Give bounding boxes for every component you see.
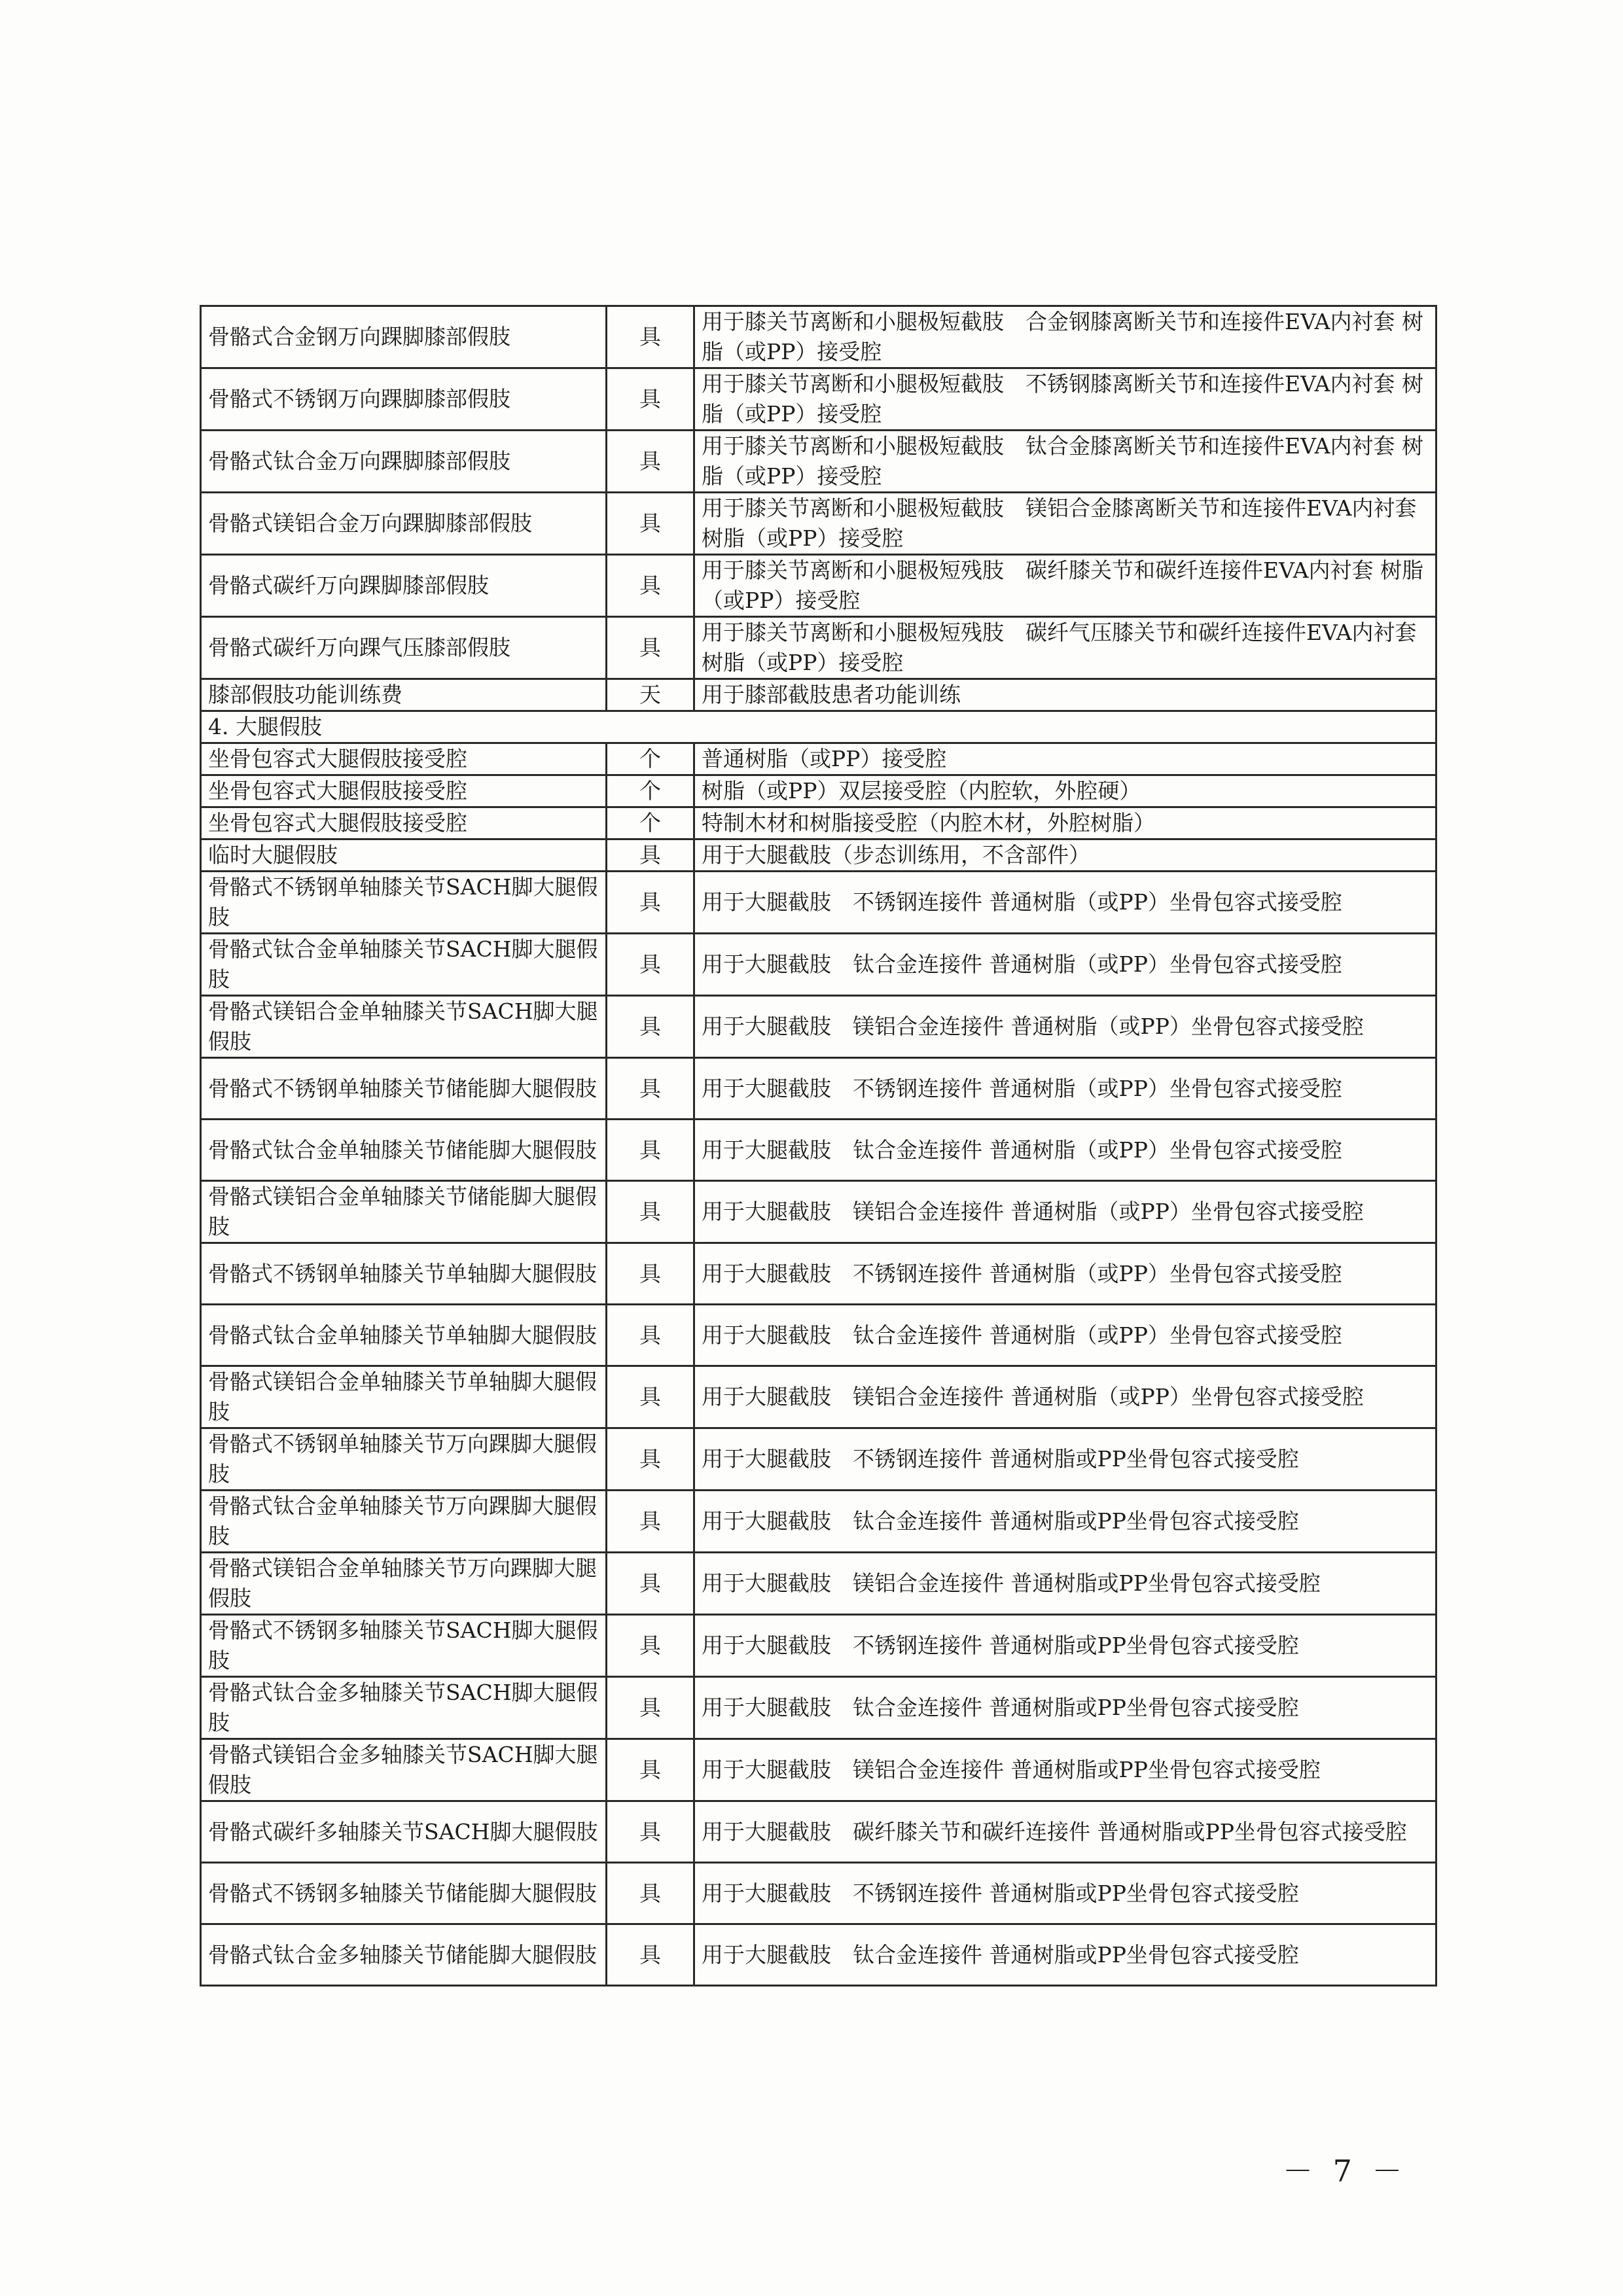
item-name-cell: 骨骼式镁铝合金单轴膝关节SACH脚大腿假肢 (201, 996, 607, 1058)
item-name-cell: 骨骼式不锈钢多轴膝关节SACH脚大腿假肢 (201, 1615, 607, 1677)
table-row (201, 807, 1436, 839)
unit-cell: 具 (607, 1120, 694, 1181)
item-name-cell: 骨骼式碳纤万向踝脚膝部假肢 (201, 555, 607, 617)
description-cell: 用于大腿截肢 镁铝合金连接件 普通树脂（或PP）坐骨包容式接受腔 (694, 1366, 1436, 1428)
item-name-cell: 骨骼式不锈钢单轴膝关节SACH脚大腿假肢 (201, 872, 607, 934)
table-row (201, 306, 1436, 368)
table-row (201, 368, 1436, 431)
table-row (201, 1739, 1436, 1801)
unit-cell: 具 (607, 431, 694, 493)
description-cell: 特制木材和树脂接受腔（内腔木材，外腔树脂） (694, 807, 1436, 839)
description-cell: 树脂（或PP）双层接受腔（内腔软，外腔硬） (694, 775, 1436, 807)
description-cell: 用于大腿截肢 不锈钢连接件 普通树脂或PP坐骨包容式接受腔 (694, 1615, 1436, 1677)
table-row (201, 679, 1436, 711)
item-name-cell: 膝部假肢功能训练费 (201, 679, 607, 711)
table-row (201, 872, 1436, 934)
table-row (201, 1428, 1436, 1491)
item-name-cell: 骨骼式钛合金单轴膝关节万向踝脚大腿假肢 (201, 1491, 607, 1553)
unit-cell: 具 (607, 1366, 694, 1428)
table-row (201, 1181, 1436, 1243)
table-row (201, 934, 1436, 996)
unit-cell: 天 (607, 679, 694, 711)
prosthesis-price-table (200, 305, 1437, 1987)
item-name-cell: 骨骼式镁铝合金单轴膝关节单轴脚大腿假肢 (201, 1366, 607, 1428)
item-name-cell: 骨骼式不锈钢万向踝脚膝部假肢 (201, 368, 607, 431)
unit-cell: 具 (607, 1491, 694, 1553)
table-row (201, 1120, 1436, 1181)
description-cell: 用于大腿截肢 镁铝合金连接件 普通树脂或PP坐骨包容式接受腔 (694, 1739, 1436, 1801)
item-name-cell: 骨骼式钛合金单轴膝关节单轴脚大腿假肢 (201, 1305, 607, 1366)
unit-cell: 具 (607, 1801, 694, 1863)
table-row (201, 1491, 1436, 1553)
item-name-cell: 骨骼式不锈钢多轴膝关节储能脚大腿假肢 (201, 1863, 607, 1924)
table-row (201, 1677, 1436, 1739)
unit-cell: 具 (607, 1615, 694, 1677)
section-header-row (201, 711, 1436, 743)
item-name-cell: 骨骼式钛合金万向踝脚膝部假肢 (201, 431, 607, 493)
table-row (201, 839, 1436, 872)
item-name-cell: 骨骼式钛合金多轴膝关节储能脚大腿假肢 (201, 1924, 607, 1986)
description-cell: 用于膝部截肢患者功能训练 (694, 679, 1436, 711)
unit-cell: 具 (607, 1428, 694, 1491)
table-row (201, 775, 1436, 807)
description-cell: 用于大腿截肢 不锈钢连接件 普通树脂（或PP）坐骨包容式接受腔 (694, 1058, 1436, 1120)
description-cell: 用于膝关节离断和小腿极短截肢 不锈钢膝离断关节和连接件EVA内衬套 树脂（或PP）接受腔 (694, 368, 1436, 431)
unit-cell: 具 (607, 1553, 694, 1615)
item-name-cell: 骨骼式镁铝合金万向踝脚膝部假肢 (201, 493, 607, 555)
table-row (201, 1366, 1436, 1428)
table-row (201, 1553, 1436, 1615)
item-name-cell: 骨骼式不锈钢单轴膝关节储能脚大腿假肢 (201, 1058, 607, 1120)
description-cell: 用于大腿截肢 镁铝合金连接件 普通树脂或PP坐骨包容式接受腔 (694, 1553, 1436, 1615)
item-name-cell: 骨骼式钛合金单轴膝关节储能脚大腿假肢 (201, 1120, 607, 1181)
table-row (201, 617, 1436, 679)
description-cell: 用于大腿截肢 碳纤膝关节和碳纤连接件 普通树脂或PP坐骨包容式接受腔 (694, 1801, 1436, 1863)
item-name-cell: 骨骼式合金钢万向踝脚膝部假肢 (201, 306, 607, 368)
unit-cell: 具 (607, 1677, 694, 1739)
item-name-cell: 坐骨包容式大腿假肢接受腔 (201, 775, 607, 807)
description-cell: 用于大腿截肢 钛合金连接件 普通树脂（或PP）坐骨包容式接受腔 (694, 1305, 1436, 1366)
item-name-cell: 骨骼式镁铝合金多轴膝关节SACH脚大腿假肢 (201, 1739, 607, 1801)
item-name-cell: 骨骼式镁铝合金单轴膝关节储能脚大腿假肢 (201, 1181, 607, 1243)
table-body (201, 306, 1436, 1986)
description-cell: 用于大腿截肢 钛合金连接件 普通树脂或PP坐骨包容式接受腔 (694, 1677, 1436, 1739)
table-row (201, 493, 1436, 555)
description-cell: 用于大腿截肢（步态训练用，不含部件） (694, 839, 1436, 872)
table-row (201, 1801, 1436, 1863)
item-name-cell: 坐骨包容式大腿假肢接受腔 (201, 743, 607, 775)
unit-cell: 具 (607, 306, 694, 368)
table-row (201, 743, 1436, 775)
unit-cell: 具 (607, 872, 694, 934)
description-cell: 用于大腿截肢 不锈钢连接件 普通树脂或PP坐骨包容式接受腔 (694, 1428, 1436, 1491)
table-row (201, 1058, 1436, 1120)
description-cell: 用于大腿截肢 不锈钢连接件 普通树脂或PP坐骨包容式接受腔 (694, 1863, 1436, 1924)
unit-cell: 具 (607, 1305, 694, 1366)
item-name-cell: 骨骼式镁铝合金单轴膝关节万向踝脚大腿假肢 (201, 1553, 607, 1615)
table-row (201, 1305, 1436, 1366)
description-cell: 用于大腿截肢 钛合金连接件 普通树脂或PP坐骨包容式接受腔 (694, 1491, 1436, 1553)
description-cell: 用于大腿截肢 不锈钢连接件 普通树脂（或PP）坐骨包容式接受腔 (694, 1243, 1436, 1305)
item-name-cell: 骨骼式钛合金多轴膝关节SACH脚大腿假肢 (201, 1677, 607, 1739)
unit-cell: 具 (607, 839, 694, 872)
unit-cell: 具 (607, 1243, 694, 1305)
description-cell: 用于大腿截肢 镁铝合金连接件 普通树脂（或PP）坐骨包容式接受腔 (694, 996, 1436, 1058)
unit-cell: 具 (607, 617, 694, 679)
item-name-cell: 骨骼式碳纤万向踝气压膝部假肢 (201, 617, 607, 679)
unit-cell: 个 (607, 807, 694, 839)
unit-cell: 具 (607, 1739, 694, 1801)
unit-cell: 具 (607, 1058, 694, 1120)
item-name-cell: 骨骼式不锈钢单轴膝关节万向踝脚大腿假肢 (201, 1428, 607, 1491)
table-row (201, 431, 1436, 493)
table-row (201, 1924, 1436, 1986)
table-row (201, 1863, 1436, 1924)
description-cell: 用于膝关节离断和小腿极短截肢 合金钢膝离断关节和连接件EVA内衬套 树脂（或PP）接受腔 (694, 306, 1436, 368)
description-cell: 用于大腿截肢 镁铝合金连接件 普通树脂（或PP）坐骨包容式接受腔 (694, 1181, 1436, 1243)
item-name-cell: 骨骼式不锈钢单轴膝关节单轴脚大腿假肢 (201, 1243, 607, 1305)
item-name-cell: 坐骨包容式大腿假肢接受腔 (201, 807, 607, 839)
table-row (201, 555, 1436, 617)
unit-cell: 具 (607, 555, 694, 617)
section-title: 4. 大腿假肢 (201, 711, 1436, 743)
unit-cell: 具 (607, 1863, 694, 1924)
unit-cell: 具 (607, 934, 694, 996)
unit-cell: 个 (607, 743, 694, 775)
description-cell: 用于大腿截肢 不锈钢连接件 普通树脂（或PP）坐骨包容式接受腔 (694, 872, 1436, 934)
item-name-cell: 骨骼式碳纤多轴膝关节SACH脚大腿假肢 (201, 1801, 607, 1863)
page-number: － 7 － (1283, 2153, 1408, 2189)
description-cell: 用于膝关节离断和小腿极短残肢 碳纤膝关节和碳纤连接件EVA内衬套 树脂（或PP）接受腔 (694, 555, 1436, 617)
description-cell: 用于大腿截肢 钛合金连接件 普通树脂（或PP）坐骨包容式接受腔 (694, 1120, 1436, 1181)
description-cell: 用于膝关节离断和小腿极短截肢 镁铝合金膝离断关节和连接件EVA内衬套 树脂（或PP）接受腔 (694, 493, 1436, 555)
unit-cell: 具 (607, 1181, 694, 1243)
description-cell: 用于膝关节离断和小腿极短残肢 碳纤气压膝关节和碳纤连接件EVA内衬套 树脂（或PP）接受腔 (694, 617, 1436, 679)
table-row (201, 1243, 1436, 1305)
description-cell: 用于膝关节离断和小腿极短截肢 钛合金膝离断关节和连接件EVA内衬套 树脂（或PP）接受腔 (694, 431, 1436, 493)
table-row (201, 1615, 1436, 1677)
unit-cell: 具 (607, 1924, 694, 1986)
table-row (201, 996, 1436, 1058)
description-cell: 用于大腿截肢 钛合金连接件 普通树脂或PP坐骨包容式接受腔 (694, 1924, 1436, 1986)
description-cell: 用于大腿截肢 钛合金连接件 普通树脂（或PP）坐骨包容式接受腔 (694, 934, 1436, 996)
description-cell: 普通树脂（或PP）接受腔 (694, 743, 1436, 775)
unit-cell: 具 (607, 368, 694, 431)
unit-cell: 具 (607, 493, 694, 555)
unit-cell: 具 (607, 996, 694, 1058)
unit-cell: 个 (607, 775, 694, 807)
item-name-cell: 临时大腿假肢 (201, 839, 607, 872)
item-name-cell: 骨骼式钛合金单轴膝关节SACH脚大腿假肢 (201, 934, 607, 996)
